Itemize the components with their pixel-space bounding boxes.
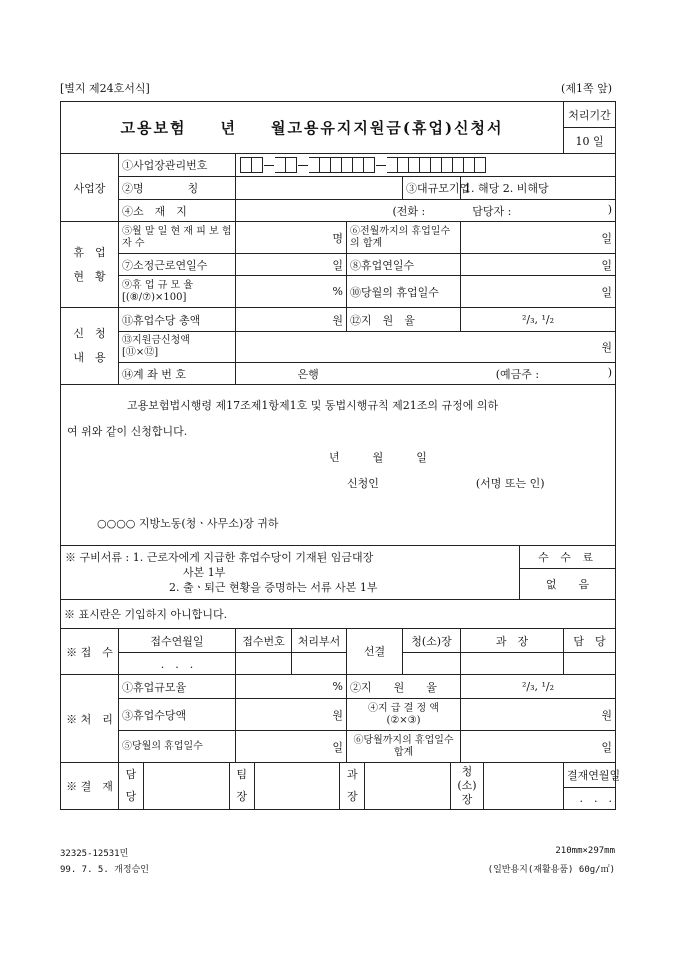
requested-amount-field[interactable] bbox=[236, 332, 616, 363]
approval-chief-top: 청 bbox=[461, 765, 473, 778]
applicant-label: 신청인 bbox=[347, 477, 379, 490]
work-days-label: ⑦소정근로연일수 bbox=[119, 254, 236, 276]
account-close-paren: ) bbox=[607, 365, 613, 379]
requested-amount-label bbox=[119, 332, 236, 363]
scale-unit: % bbox=[332, 285, 343, 298]
operation-section-label-1: 휴 업 bbox=[73, 245, 106, 259]
proc-decision-label bbox=[347, 699, 461, 731]
application-date: 년 월 일 bbox=[329, 451, 427, 464]
approval-section-top: 과 bbox=[346, 768, 358, 781]
approval-staff-bottom: 당 bbox=[125, 790, 137, 803]
attachment-item-1: 1. 근로자에게 지급한 휴업수당이 기재된 임금대장 bbox=[132, 551, 374, 564]
receipt-label: ※ 접 수 bbox=[61, 629, 119, 675]
month-days-unit: 일 bbox=[601, 285, 613, 299]
operation-section-label bbox=[61, 222, 119, 308]
processing-dept-label: 처리부서 bbox=[292, 629, 347, 653]
scale-rate-label bbox=[119, 276, 236, 308]
approval-team-bottom: 장 bbox=[236, 790, 247, 803]
requested-amount-formula: [⑪×⑫] bbox=[122, 347, 159, 358]
requested-amount-title: ⑬지원금신청액 bbox=[122, 335, 190, 346]
name-label: ②명 칭 bbox=[119, 177, 236, 200]
account-no-field[interactable] bbox=[236, 363, 616, 385]
account-holder-label: (예금주 : bbox=[495, 367, 540, 381]
application-section-label-1: 신 청 bbox=[73, 327, 106, 340]
processing-period-value: 10 일 bbox=[564, 128, 616, 154]
addressee: ○○○○ 지방노동(청ㆍ사무소)장 귀하 bbox=[97, 517, 279, 530]
approval-section-label bbox=[340, 763, 365, 809]
amount-unit: 원 bbox=[601, 341, 613, 354]
approval-team-label bbox=[229, 763, 254, 809]
large-enterprise-options[interactable]: 1. 해당 2. 비해당 bbox=[461, 177, 616, 200]
insured-unit: 명 bbox=[332, 231, 343, 245]
receipt-date-label: 접수연월일 bbox=[119, 629, 236, 653]
proc-month-field[interactable] bbox=[236, 731, 347, 763]
approval-section-sign[interactable] bbox=[365, 763, 451, 809]
paper-type: (일반용지(재활용품) 60g/㎡) bbox=[487, 865, 615, 875]
declaration-block bbox=[61, 385, 616, 546]
office-use-notice: ※ 표시란은 기입하지 아니합니다. bbox=[61, 600, 616, 629]
large-enterprise-label: ③대규모기업 bbox=[403, 177, 461, 200]
approval-team-top: 팀 bbox=[236, 768, 247, 781]
phone-label: (전화 : bbox=[392, 204, 426, 218]
support-rate-label: ⑫지 원 율 bbox=[347, 308, 461, 332]
scale-rate-formula: [(⑧/⑦)×100] bbox=[122, 291, 187, 303]
approval-date-note: 99. 7. 5. 개정승인 bbox=[60, 865, 149, 875]
staff-sign-field[interactable] bbox=[564, 653, 616, 675]
approval-date-field[interactable]: . . . bbox=[564, 787, 616, 809]
approval-chief-bottom: 장 bbox=[461, 793, 473, 806]
proc-allowance-label: ③휴업수당액 bbox=[119, 699, 236, 731]
chief-sign-field[interactable] bbox=[403, 653, 461, 675]
name-field[interactable] bbox=[236, 177, 403, 200]
prev-leave-days-label: ⑥전월까지의 휴업일수의 합계 bbox=[347, 222, 461, 254]
insured-count-label: ⑤월 말 일 현 재 피 보 험 자 수 bbox=[119, 222, 236, 254]
processing-dept-field[interactable] bbox=[292, 653, 347, 675]
proc-allowance-unit: 원 bbox=[332, 708, 343, 722]
leave-days-label: ⑧휴업연일수 bbox=[347, 254, 461, 276]
proc-decision-field[interactable] bbox=[461, 699, 616, 731]
month-leave-days-label: ⑩당월의 휴업일수 bbox=[347, 276, 461, 308]
insured-count-field[interactable] bbox=[236, 222, 347, 254]
support-rate-options[interactable]: ²/₃, ¹/₂ bbox=[461, 308, 616, 332]
proc-decision-formula: (②×③) bbox=[386, 714, 421, 726]
proc-prev-unit: 일 bbox=[601, 740, 613, 754]
approval-chief-sign[interactable] bbox=[483, 763, 563, 809]
page-indicator: (제1쪽 앞) bbox=[561, 82, 612, 95]
processing-label: ※ 처 리 bbox=[61, 675, 119, 763]
form-title: 고용보험 년 월고용유지지원금(휴업)신청서 bbox=[61, 102, 564, 154]
chief-label: 청(소)장 bbox=[403, 629, 461, 653]
form-reference: [별지 제24호서식] bbox=[60, 82, 150, 95]
month-leave-days-field[interactable] bbox=[461, 276, 616, 308]
account-no-label: ⑭계 좌 번 호 bbox=[119, 363, 236, 385]
receipt-no-label: 접수번호 bbox=[236, 629, 292, 653]
location-close-paren: ) bbox=[607, 202, 613, 216]
proc-scale-unit: % bbox=[332, 680, 343, 693]
attachment-item-2: 2. 출ㆍ퇴근 현황을 증명하는 서류 사본 1부 bbox=[169, 581, 378, 594]
proc-decision-title: ④지 급 결 정 액 bbox=[367, 702, 439, 714]
attachments-label: ※ 구비서류 : bbox=[65, 551, 130, 564]
approval-date-label: 결재연월일 bbox=[564, 763, 616, 788]
application-section-label bbox=[61, 308, 119, 385]
allowance-total-label: ⑪휴업수당 총액 bbox=[119, 308, 236, 332]
applicant-line bbox=[67, 471, 609, 497]
signature-label: (서명 또는 인) bbox=[475, 477, 545, 490]
approval-staff-top: 담 bbox=[125, 768, 137, 781]
leave-days-unit: 일 bbox=[601, 258, 613, 272]
approval-staff-label bbox=[119, 763, 144, 809]
approval-label: ※ 결 재 bbox=[61, 763, 119, 810]
approval-chief-label bbox=[450, 763, 483, 809]
scale-rate-field[interactable] bbox=[236, 276, 347, 308]
operation-section-label-2: 현 황 bbox=[73, 269, 106, 283]
fee-value: 없 음 bbox=[520, 568, 616, 599]
proc-scale-field[interactable] bbox=[236, 675, 347, 699]
application-section-label-2: 내 용 bbox=[73, 351, 106, 364]
business-section-label: 사업장 bbox=[61, 154, 119, 222]
paper-size: 210mm×297mm bbox=[555, 846, 615, 856]
application-form bbox=[60, 101, 621, 810]
declaration-line-1: 고용보험법시행령 제17조제1항제1호 및 동법시행규칙 제21조의 규정에 의하 bbox=[127, 399, 499, 412]
receipt-date-field[interactable]: . . . bbox=[119, 653, 236, 675]
contact-label: 담당자 : bbox=[472, 204, 512, 218]
prev-leave-days-field[interactable] bbox=[461, 222, 616, 254]
work-days-unit: 일 bbox=[332, 258, 343, 272]
proc-rate-label: ②지 원 율 bbox=[347, 675, 461, 699]
proc-allowance-field[interactable] bbox=[236, 699, 347, 731]
location-label: ④소 재 지 bbox=[119, 200, 236, 222]
work-days-field[interactable] bbox=[236, 254, 347, 276]
proc-prev-label: ⑥당월까지의 휴업일수 합계 bbox=[347, 731, 461, 763]
proc-prev-field[interactable] bbox=[461, 731, 616, 763]
processing-period-label: 처리기간 bbox=[564, 102, 616, 128]
approval-signature-grid bbox=[119, 763, 564, 810]
bank-label: 은행 bbox=[297, 367, 319, 381]
section-chief-sign-field[interactable] bbox=[461, 653, 564, 675]
form-code: 32325-12531민 bbox=[60, 849, 129, 859]
mgmt-no-label: ①사업장관리번호 bbox=[119, 154, 236, 177]
scale-rate-title: ⑨휴 업 규 모 율 bbox=[122, 279, 194, 291]
approval-section-bottom: 장 bbox=[346, 790, 358, 803]
section-chief-label: 과 장 bbox=[461, 629, 564, 653]
proc-scale-label: ①휴업규모율 bbox=[119, 675, 236, 699]
attachments-block bbox=[61, 546, 520, 600]
approval-chief-mid: (소) bbox=[457, 779, 477, 792]
location-field[interactable] bbox=[236, 200, 616, 222]
approval-team-sign[interactable] bbox=[254, 763, 340, 809]
fee-label: 수 수 료 bbox=[520, 546, 616, 569]
attachment-item-1b: 사본 1부 bbox=[183, 566, 226, 579]
proc-rate-options[interactable]: ²/₃, ¹/₂ bbox=[461, 675, 616, 699]
leave-days-field[interactable] bbox=[461, 254, 616, 276]
staff-label: 담 당 bbox=[564, 629, 616, 653]
proc-month-label: ⑤당월의 휴업일수 bbox=[119, 731, 236, 763]
receipt-no-field[interactable] bbox=[236, 653, 292, 675]
prev-days-unit: 일 bbox=[601, 231, 613, 245]
approval-staff-sign[interactable] bbox=[144, 763, 230, 809]
pre-approval-label: 선결 bbox=[347, 629, 403, 675]
proc-month-unit: 일 bbox=[332, 740, 343, 754]
proc-decision-unit: 원 bbox=[601, 708, 613, 722]
declaration-line-2: 여 위와 같이 신청합니다. bbox=[67, 425, 188, 438]
allowance-total-field[interactable] bbox=[236, 308, 347, 332]
mgmt-no-boxes[interactable] bbox=[236, 154, 616, 177]
allowance-unit: 원 bbox=[332, 313, 343, 327]
